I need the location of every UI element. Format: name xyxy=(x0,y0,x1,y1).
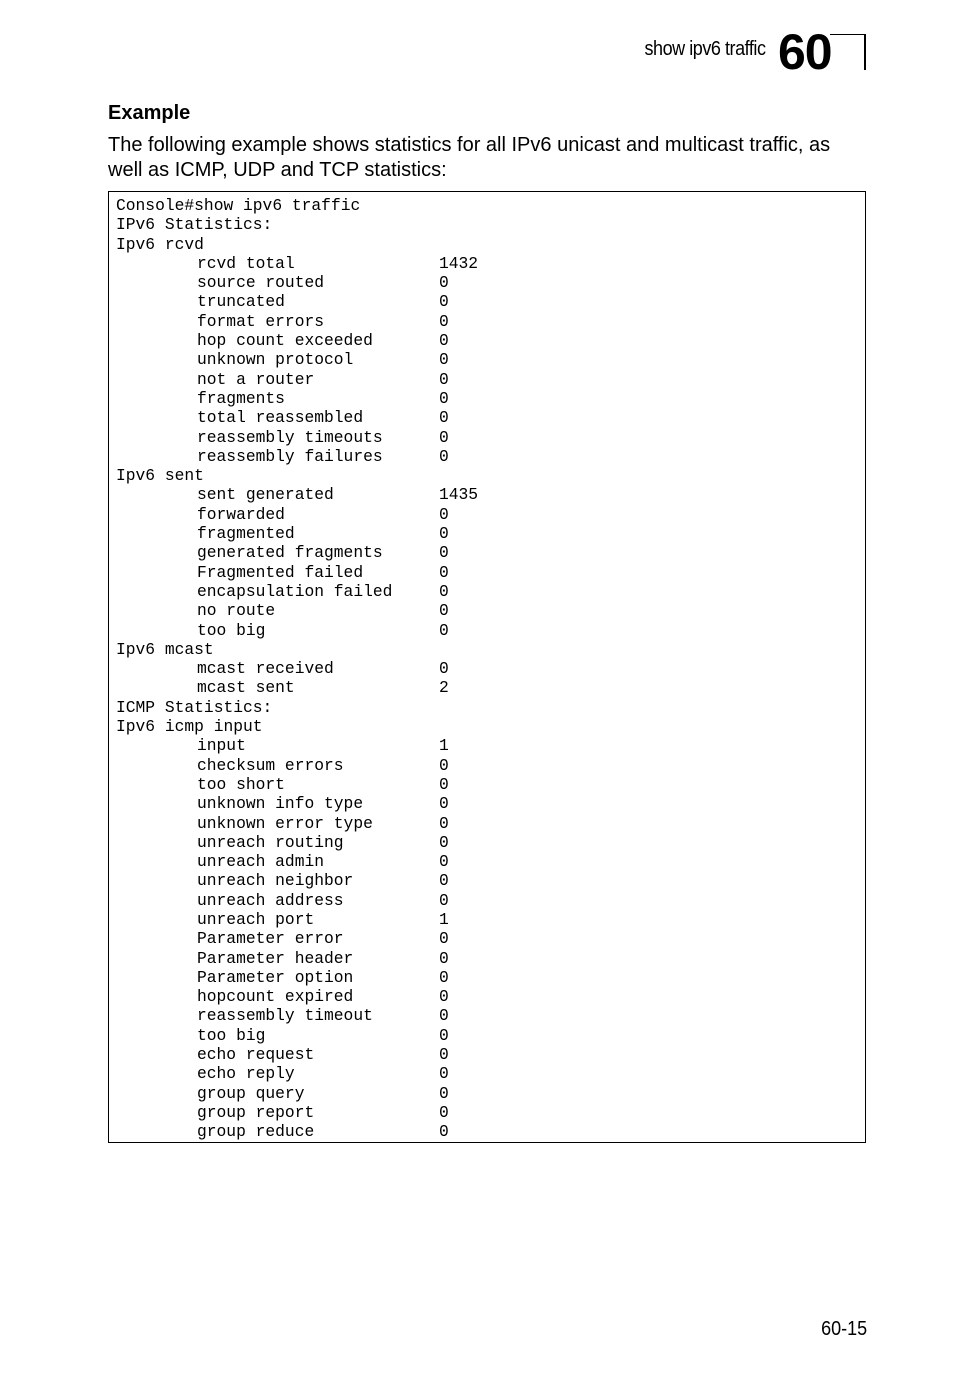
console-line xyxy=(116,1064,478,1083)
console-line-label: echo reply xyxy=(197,1064,295,1084)
console-line xyxy=(116,601,478,620)
console-line xyxy=(116,775,478,794)
console-line-label: reassembly timeout xyxy=(197,1006,373,1026)
console-line-label: reassembly timeouts xyxy=(197,427,383,447)
console-line-label: Ipv6 icmp input xyxy=(116,717,263,737)
console-line-value: 0 xyxy=(439,929,449,949)
console-line-label: IPv6 Statistics: xyxy=(116,215,273,235)
console-line-label: fragmented xyxy=(197,524,295,544)
console-line-value: 0 xyxy=(439,408,449,428)
console-line-value: 1435 xyxy=(439,485,479,505)
console-line xyxy=(116,292,478,311)
console-line-value: 0 xyxy=(439,871,449,891)
console-line xyxy=(116,833,478,852)
console-line xyxy=(116,852,478,871)
console-line xyxy=(116,370,478,389)
console-line-value: 1 xyxy=(439,909,449,929)
console-line-label: hop count exceeded xyxy=(197,331,373,351)
console-line-value: 0 xyxy=(439,427,449,447)
console-line-label: unknown info type xyxy=(197,794,364,814)
console-line-label: Parameter option xyxy=(197,967,354,987)
console-line xyxy=(116,717,478,736)
console-line xyxy=(116,524,478,543)
console-line xyxy=(116,929,478,948)
console-line-label: Parameter error xyxy=(197,929,344,949)
console-line-label: mcast sent xyxy=(197,678,295,698)
console-line-label: Ipv6 mcast xyxy=(116,639,214,659)
console-line-label: total reassembled xyxy=(197,408,364,428)
console-line xyxy=(116,447,478,466)
console-line xyxy=(116,794,478,813)
console-line-value: 0 xyxy=(439,890,449,910)
console-line-value: 0 xyxy=(439,1064,449,1084)
console-line-value: 0 xyxy=(439,311,449,331)
console-line-label: unknown error type xyxy=(197,813,373,833)
console-line-value: 0 xyxy=(439,948,449,968)
console-line-value: 0 xyxy=(439,331,449,351)
console-line xyxy=(116,814,478,833)
console-line-value: 0 xyxy=(439,1006,449,1026)
console-line-value: 0 xyxy=(439,967,449,987)
console-line-label: mcast received xyxy=(197,659,334,679)
console-line-value: 0 xyxy=(439,832,449,852)
console-line-value: 1 xyxy=(439,736,449,756)
console-line-label: truncated xyxy=(197,292,285,312)
console-line xyxy=(116,1103,478,1122)
console-line-value: 1432 xyxy=(439,253,479,273)
console-line-value: 0 xyxy=(439,1122,449,1142)
console-line xyxy=(116,408,478,427)
console-line-label: unreach address xyxy=(197,890,344,910)
console-line-label: reassembly failures xyxy=(197,446,383,466)
console-line xyxy=(116,563,478,582)
console-line-label: fragments xyxy=(197,388,285,408)
console-line xyxy=(116,736,478,755)
console-line xyxy=(116,756,478,775)
console-line xyxy=(116,1122,478,1141)
console-line-value: 0 xyxy=(439,581,449,601)
console-line-value: 0 xyxy=(439,755,449,775)
section-heading: Example xyxy=(108,102,191,124)
console-line-label: unknown protocol xyxy=(197,350,354,370)
console-line-label: hopcount expired xyxy=(197,987,354,1007)
console-output xyxy=(116,196,478,1142)
console-line xyxy=(116,621,478,640)
console-line xyxy=(116,582,478,601)
console-line xyxy=(116,350,478,369)
console-line-label: sent generated xyxy=(197,485,334,505)
console-line-label: no route xyxy=(197,601,276,621)
console-line xyxy=(116,640,478,659)
chapter-number: 60 xyxy=(778,24,832,80)
console-line-value: 0 xyxy=(439,659,449,679)
console-line-value: 0 xyxy=(439,504,449,524)
console-line-value: 0 xyxy=(439,524,449,544)
console-line-value: 0 xyxy=(439,369,449,389)
console-line-label: group reduce xyxy=(197,1122,315,1142)
console-line-value: 0 xyxy=(439,562,449,582)
console-line-value: 0 xyxy=(439,1045,449,1065)
console-line xyxy=(116,215,478,234)
console-line-label: unreach admin xyxy=(197,852,325,872)
console-line-label: generated fragments xyxy=(197,543,383,563)
console-line xyxy=(116,254,478,273)
console-line xyxy=(116,987,478,1006)
console-line-value: 0 xyxy=(439,1025,449,1045)
console-line xyxy=(116,698,478,717)
console-line xyxy=(116,871,478,890)
console-line xyxy=(116,331,478,350)
console-line-label: input xyxy=(197,736,246,756)
console-line xyxy=(116,505,478,524)
console-line-label: too big xyxy=(197,620,266,640)
console-line xyxy=(116,235,478,254)
console-line-value: 0 xyxy=(439,620,449,640)
page-number: 60-15 xyxy=(820,1318,867,1340)
console-line-value: 0 xyxy=(439,273,449,293)
console-line-value: 0 xyxy=(439,1102,449,1122)
console-line-label: ICMP Statistics: xyxy=(116,697,273,717)
console-line xyxy=(116,910,478,929)
console-line xyxy=(116,428,478,447)
console-line-label: group query xyxy=(197,1083,305,1103)
console-line-label: Ipv6 sent xyxy=(116,466,204,486)
console-line xyxy=(116,1006,478,1025)
console-line-label: Fragmented failed xyxy=(197,562,364,582)
console-line-label: encapsulation failed xyxy=(197,581,393,601)
console-line xyxy=(116,1084,478,1103)
console-line-label: unreach neighbor xyxy=(197,871,354,891)
console-line-value: 0 xyxy=(439,813,449,833)
console-line xyxy=(116,949,478,968)
console-line-label: unreach port xyxy=(197,909,315,929)
console-line xyxy=(116,678,478,697)
console-line-value: 0 xyxy=(439,987,449,1007)
console-line-value: 0 xyxy=(439,388,449,408)
console-line-label: Parameter header xyxy=(197,948,354,968)
console-line-label: too big xyxy=(197,1025,266,1045)
console-output-box xyxy=(108,191,866,1143)
console-line xyxy=(116,485,478,504)
console-line xyxy=(116,273,478,292)
console-line xyxy=(116,968,478,987)
console-line xyxy=(116,659,478,678)
console-line-value: 2 xyxy=(439,678,449,698)
console-line-value: 0 xyxy=(439,601,449,621)
console-line-label: Ipv6 rcvd xyxy=(116,234,204,254)
console-line-value: 0 xyxy=(439,794,449,814)
console-line xyxy=(116,891,478,910)
console-line xyxy=(116,1045,478,1064)
console-line xyxy=(116,543,478,562)
console-line-label: group report xyxy=(197,1102,315,1122)
console-line xyxy=(116,196,478,215)
console-line-label: too short xyxy=(197,774,285,794)
chapter-rule-top xyxy=(830,34,866,35)
console-line-value: 0 xyxy=(439,852,449,872)
console-line-label: echo request xyxy=(197,1045,315,1065)
intro-paragraph: The following example shows statistics for all IPv6 unicast and multicast traffic, as well as ICMP, UDP and TCP statistics: xyxy=(108,134,831,181)
console-line-label: Console#show ipv6 traffic xyxy=(116,196,361,215)
console-line xyxy=(116,312,478,331)
running-header-title: show ipv6 traffic xyxy=(644,38,766,60)
console-line-label: unreach routing xyxy=(197,832,344,852)
console-line xyxy=(116,466,478,485)
console-line-label: checksum errors xyxy=(197,755,344,775)
console-line-value: 0 xyxy=(439,446,449,466)
console-line-label: rcvd total xyxy=(197,253,295,273)
console-line xyxy=(116,389,478,408)
console-line-value: 0 xyxy=(439,774,449,794)
console-line xyxy=(116,1026,478,1045)
console-line-value: 0 xyxy=(439,543,449,563)
console-line-value: 0 xyxy=(439,292,449,312)
chapter-rule xyxy=(864,34,866,70)
console-line-label: forwarded xyxy=(197,504,285,524)
console-line-label: not a router xyxy=(197,369,315,389)
console-line-value: 0 xyxy=(439,350,449,370)
console-line-label: format errors xyxy=(197,311,325,331)
console-line-value: 0 xyxy=(439,1083,449,1103)
console-line-label: source routed xyxy=(197,273,325,293)
